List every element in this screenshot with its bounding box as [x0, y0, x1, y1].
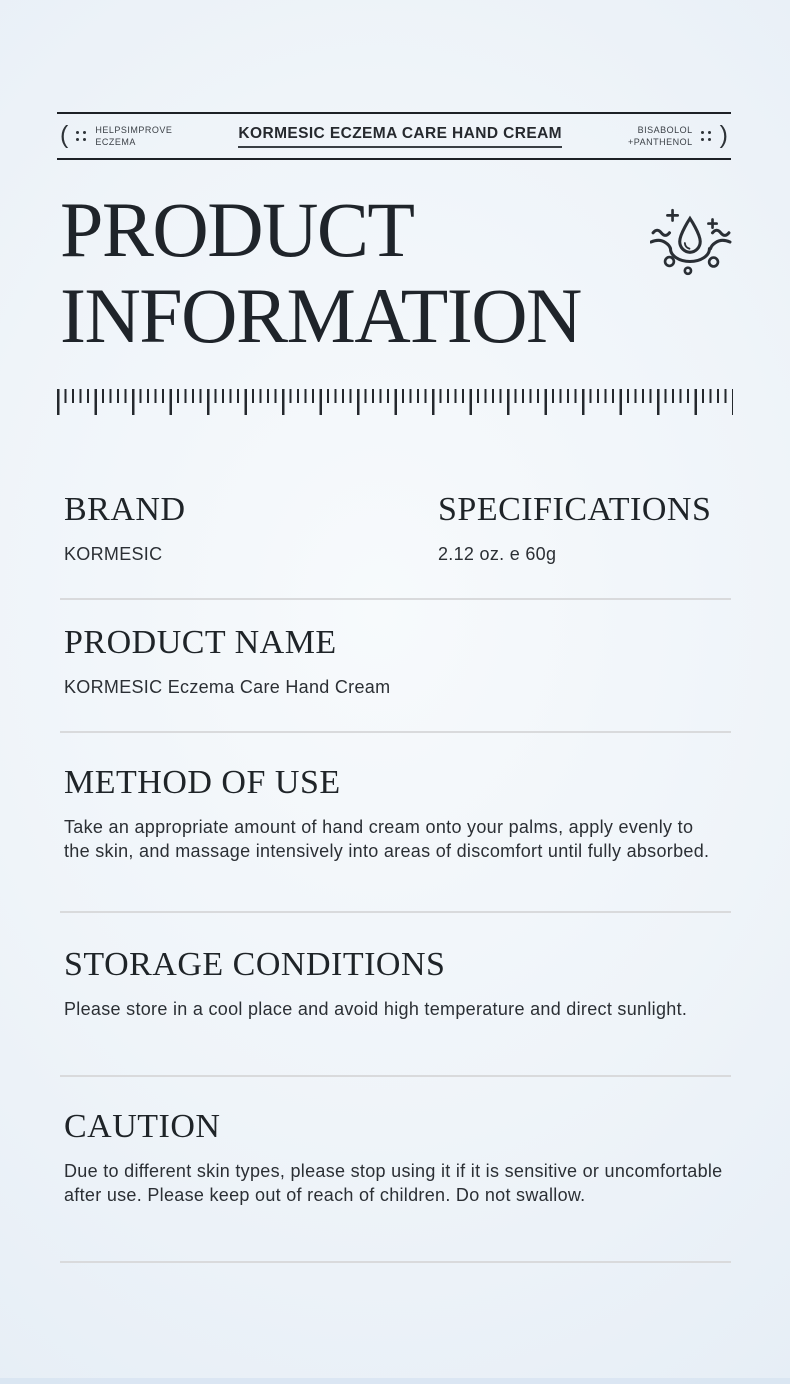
header-bar	[57, 112, 731, 160]
header-left	[60, 120, 173, 149]
section-brand	[64, 489, 438, 566]
four-dot-cluster-icon	[76, 131, 87, 142]
divider	[60, 1261, 731, 1263]
section-method-of-use	[64, 762, 731, 863]
four-dot-cluster-icon	[701, 131, 712, 142]
section-specifications	[438, 489, 731, 566]
caution-heading: CAUTION	[64, 1108, 221, 1145]
specifications-value: 2.12 oz. e 60g	[438, 544, 557, 564]
section-brand-specifications	[64, 489, 731, 566]
section-product-name	[64, 622, 731, 699]
moisture-droplet-skin-icon	[650, 204, 732, 278]
method-of-use-text: Take an appropriate amount of hand cream onto your palms, apply evenly to the skin, and massage intensively into areas of discomfort until fully absorbed.	[64, 817, 710, 861]
divider	[60, 911, 731, 913]
method-of-use-heading: METHOD OF USE	[64, 764, 341, 801]
header-right-label	[628, 124, 693, 148]
product-name-value: KORMESIC Eczema Care Hand Cream	[64, 677, 391, 697]
storage-conditions-text: Please store in a cool place and avoid high temperature and direct sunlight.	[64, 999, 688, 1019]
header-product-title: KORMESIC ECZEMA CARE HAND CREAM	[238, 125, 562, 148]
divider	[60, 1075, 731, 1077]
page-title-line2: INFORMATION	[60, 272, 581, 359]
header-left-line2: ECZEMA	[95, 137, 136, 147]
header-left-label	[95, 124, 172, 148]
page-title-line1: PRODUCT	[60, 186, 414, 273]
header-left-line1: HELPSIMPROVE	[95, 124, 173, 135]
specifications-heading: SPECIFICATIONS	[438, 491, 712, 528]
open-paren: (	[60, 120, 69, 149]
caution-text: Due to different skin types, please stop using it if it is sensitive or uncomfortable after use. Please keep out of reach of children. Do not swallow.	[64, 1161, 723, 1205]
brand-value: KORMESIC	[64, 544, 163, 564]
storage-conditions-heading: STORAGE CONDITIONS	[64, 946, 446, 983]
product-name-heading: PRODUCT NAME	[64, 624, 337, 661]
close-paren: )	[719, 120, 728, 149]
brand-heading: BRAND	[64, 491, 186, 528]
section-storage-conditions	[64, 944, 731, 1021]
divider	[60, 731, 731, 733]
divider	[60, 598, 731, 600]
page-title	[60, 187, 581, 359]
header-right	[628, 120, 728, 149]
header-right-line2: +PANTHENOL	[628, 137, 693, 147]
section-caution	[64, 1106, 731, 1207]
ruler-graphic	[57, 389, 733, 415]
header-right-line1: BISABOLOL	[637, 124, 693, 135]
